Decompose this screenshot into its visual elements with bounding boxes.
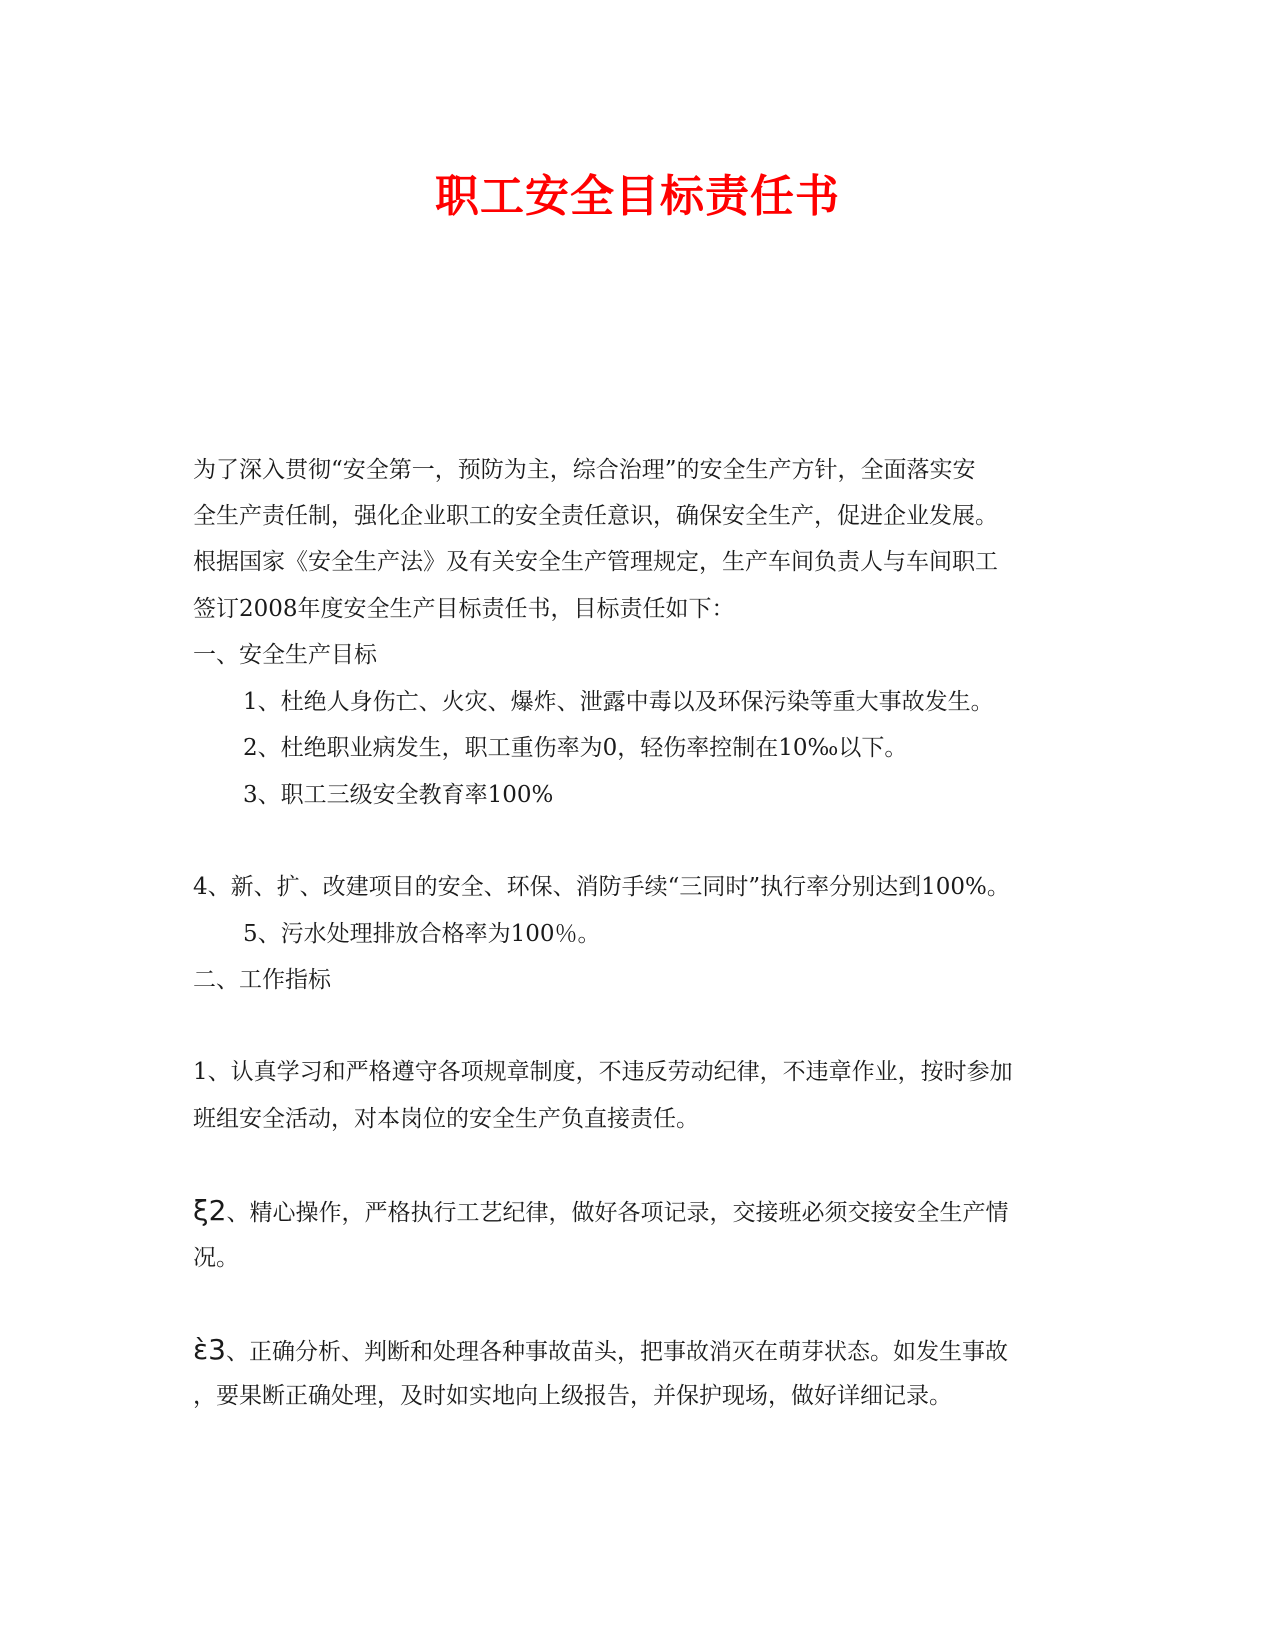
section1-heading: 一、安全生产目标 <box>193 642 377 668</box>
section2-item2-number: ξ2 <box>193 1194 227 1227</box>
section2-item3-number: ὲ3 <box>193 1333 226 1366</box>
intro-line-1: 为了深入贯彻“安全第一，预防为主，综合治理”的安全生产方针，全面落实安 <box>193 457 976 483</box>
section2-item3-line-1 <box>193 1334 1083 1368</box>
intro-line-4: 签订2008年度安全生产目标责任书，目标责任如下： <box>193 596 735 622</box>
section2-item1-line-1: 1、认真学习和严格遵守各项规章制度，不违反劳动纪律，不违章作业，按时参加 <box>193 1059 1013 1085</box>
section2-item1-line-2: 班组安全活动，对本岗位的安全生产负直接责任。 <box>193 1106 699 1132</box>
section1-item-4: 4、新、扩、改建项目的安全、环保、消防手续“三同时”执行率分别达到100%。 <box>193 874 1010 900</box>
section1-item-3: 3、职工三级安全教育率100% <box>243 782 554 808</box>
intro-line-2: 全生产责任制，强化企业职工的安全责任意识，确保安全生产，促进企业发展。 <box>193 503 998 529</box>
section2-item3-line-2: ，要果断正确处理，及时如实地向上级报告，并保护现场，做好详细记录。 <box>193 1383 952 1409</box>
section2-item2-text: 、精心操作，严格执行工艺纪律，做好各项记录，交接班必须交接安全生产情 <box>226 1200 1009 1226</box>
section2-item2-line-2: 况。 <box>193 1245 239 1271</box>
section2-heading: 二、工作指标 <box>193 967 331 993</box>
section1-item-2: 2、杜绝职业病发生，职工重伤率为0，轻伤率控制在10‰以下。 <box>243 735 908 761</box>
section2-item2-line-1 <box>193 1195 1083 1229</box>
section2-item3-text: 、正确分析、判断和处理各种事故苗头，把事故消灭在萌芽状态。如发生事故 <box>225 1339 1008 1365</box>
intro-line-3: 根据国家《安全生产法》及有关安全生产管理规定，生产车间负责人与车间职工 <box>193 549 998 575</box>
section1-item-5: 5、污水处理排放合格率为100％。 <box>243 921 601 947</box>
section1-item-1: 1、杜绝人身伤亡、火灾、爆炸、泄露中毒以及环保污染等重大事故发生。 <box>243 689 994 715</box>
document-title: 职工安全目标责任书 <box>435 171 840 222</box>
